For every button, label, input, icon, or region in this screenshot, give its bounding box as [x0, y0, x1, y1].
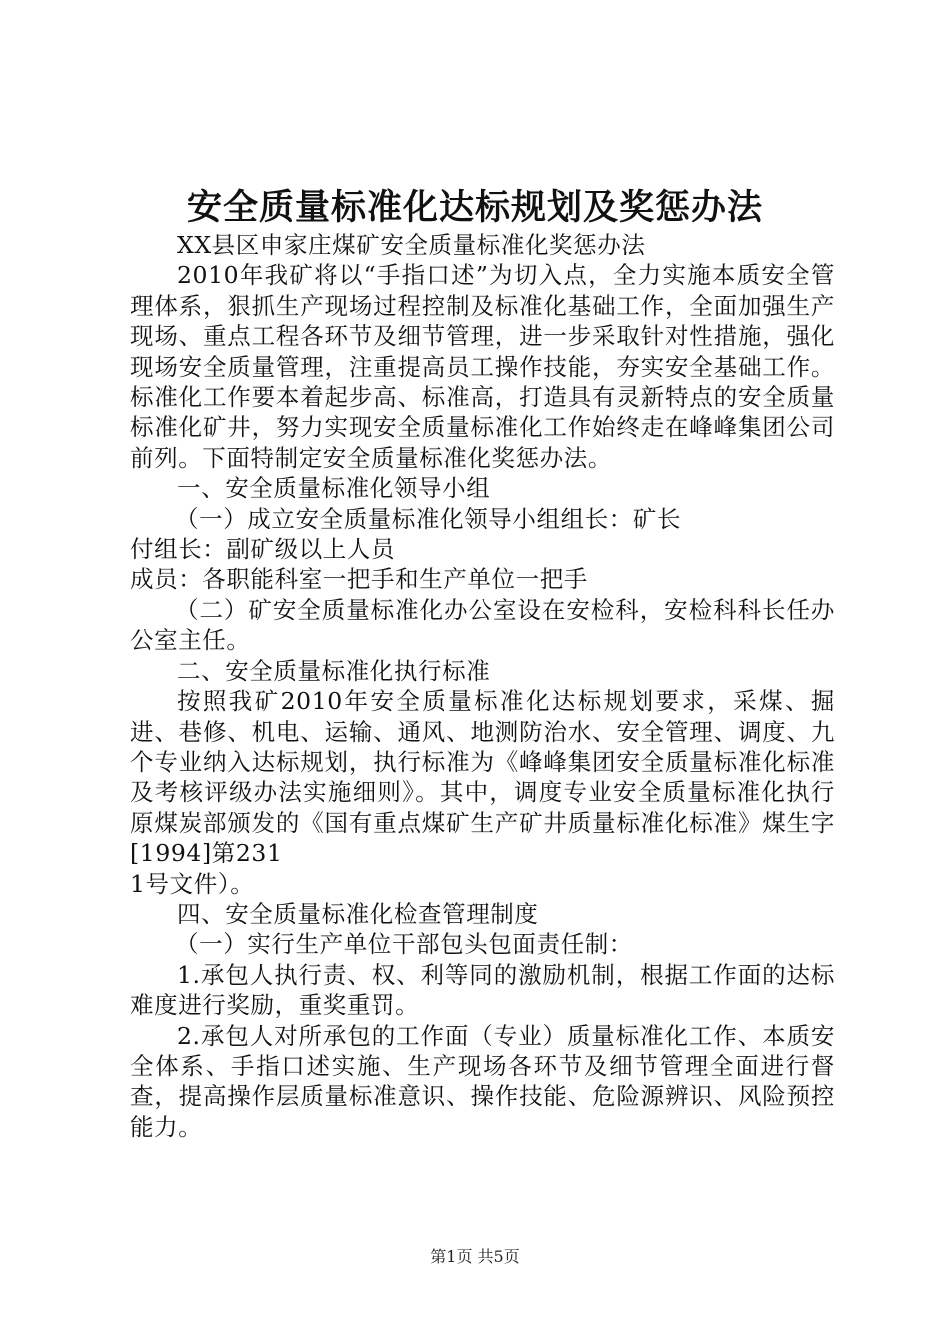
paragraph-intro: 2010年我矿将以“手指口述”为切入点，全力实施本质安全管理体系，狠抓生产现场过程控制及标准化基础工作，全面加强生产现场、重点工程各环节及细节管理，进一步采取针对性措施，强化现场安全质量管理，注重提高员工操作技能，夯实安全基础工作。标准化工作要本着起步高、标准高，打造具有灵新特点的安全质量标准化矿井，努力实现安全质量标准化工作始终走在峰峰集团公司前列。下面特制定安全质量标准化奖惩办法。	[130, 261, 835, 472]
paragraph-section-4-heading: 四、安全质量标准化检查管理制度	[177, 899, 539, 928]
paragraph-document-number: 1号文件）。	[130, 869, 255, 898]
paragraph-subtitle: XX县区申家庄煤矿安全质量标准化奖惩办法	[177, 231, 646, 259]
paragraph-item-2: 2.承包人对所承包的工作面（专业）质量标准化工作、本质安全体系、手指口述实施、生产现场各环节及细节管理全面进行督查，提高操作层质量标准意识、操作技能、危险源辨识、风险预控能力。	[130, 1021, 835, 1141]
paragraph-office: （二）矿安全质量标准化办公室设在安检科，安检科科长任办公室主任。	[130, 595, 835, 655]
document-body	[130, 230, 835, 1142]
paragraph-section-2-heading: 二、安全质量标准化执行标准	[177, 656, 491, 685]
page-number-footer: 第1页 共5页	[430, 1247, 520, 1266]
paragraph-leader-group: （一）成立安全质量标准化领导小组组长：矿长	[175, 504, 682, 533]
paragraph-item-1: 1.承包人执行责、权、利等同的激励机制，根据工作面的达标难度进行奖励，重奖重罚。	[130, 960, 835, 1020]
paragraph-standards: 按照我矿2010年安全质量标准化达标规划要求，采煤、掘进、巷修、机电、运输、通风、地测防治水、安全管理、调度、九个专业纳入达标规划，执行标准为《峰峰集团安全质量标准化标准及考核评级办法实施细则》。其中，调度专业安全质量标准化执行原煤炭部颁发的《国有重点煤矿生产矿井质量标准化标准》煤生字[1994]第231	[130, 687, 835, 868]
paragraph-deputy-leader: 付组长：副矿级以上人员	[130, 535, 396, 564]
paragraph-responsibility-system: （一）实行生产单位干部包头包面责任制：	[175, 930, 633, 959]
paragraph-members: 成员：各职能科室一把手和生产单位一把手	[130, 565, 588, 594]
paragraph-section-1-heading: 一、安全质量标准化领导小组	[177, 474, 491, 503]
document-title: 安全质量标准化达标规划及奖惩办法	[186, 187, 763, 228]
